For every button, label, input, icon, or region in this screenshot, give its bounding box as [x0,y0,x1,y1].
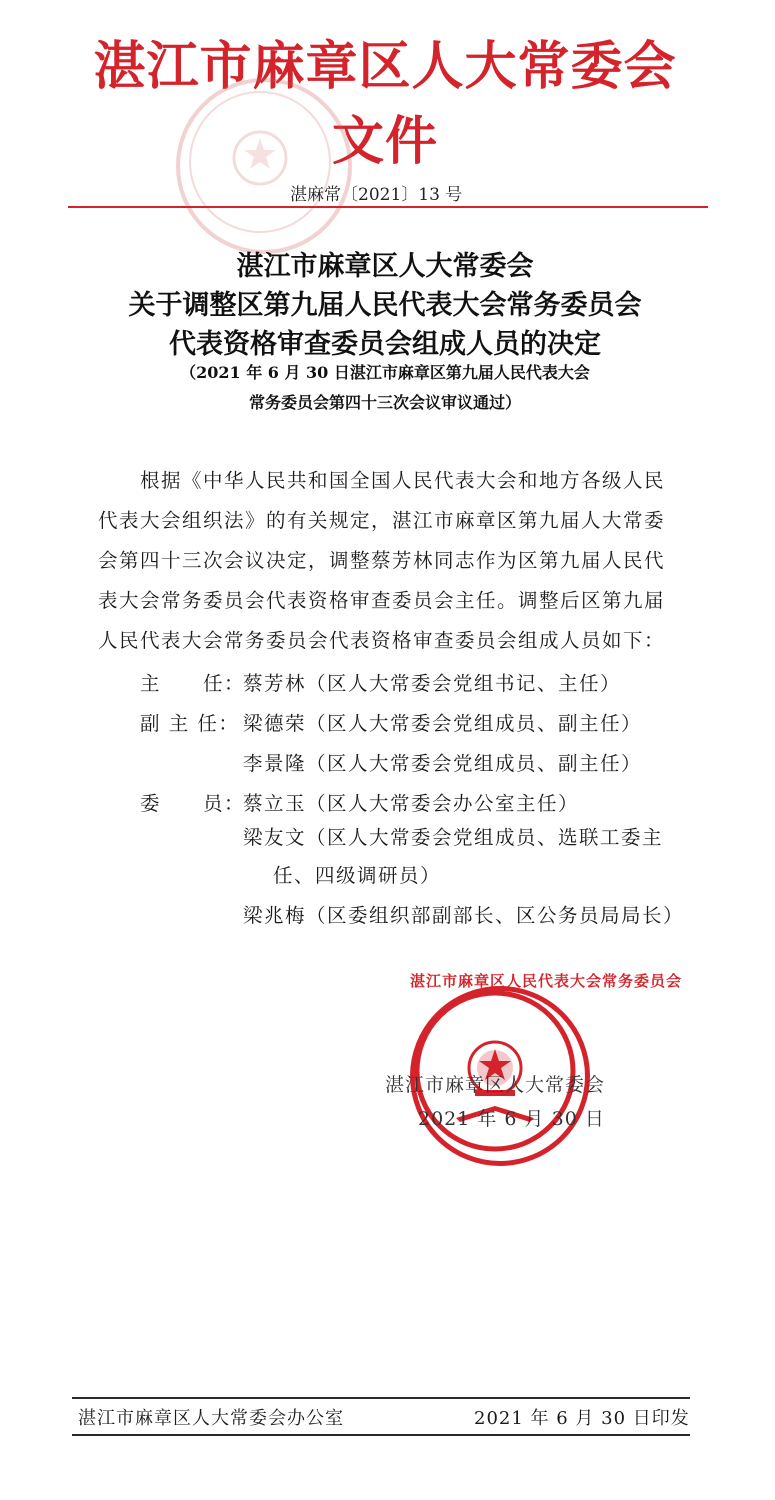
signing-organization: 湛江市麻章区人大常委会 [385,1074,606,1096]
document-header-title: 湛江市麻章区人大常委会文件 [93,36,677,172]
body-paragraph [98,461,678,661]
member-row-2b [0,860,770,890]
body-line: 会第四十三次会议决定，调整蔡芳林同志作为区第九届人民代 [98,549,666,572]
member-1: 蔡立玉（区人大常委会办公室主任） [243,792,580,815]
role-label-director: 主 任： [140,672,246,695]
footer-issuing-office: 湛江市麻章区人大常委会办公室 [78,1408,344,1429]
footer-bottom-rule [72,1434,690,1436]
footer-top-rule [72,1397,690,1399]
role-label-deputy: 副 主 任： [140,712,240,735]
role-label-member: 委 员： [140,792,246,815]
member-3: 梁兆梅（区委组织部副部长、区公务员局局长） [243,904,685,927]
body-line: 人民代表大会常务委员会代表资格审查委员会组成人员如下： [98,629,666,652]
signing-date: 2021 年 6 月 30 日 [418,1108,605,1130]
member-row-deputy-2 [0,748,770,778]
title-line-1: 湛江市麻章区人大常委会 [236,251,534,282]
subtitle-line-2: 常务委员会第四十三次会议审议通过） [248,393,521,412]
document-number: 湛麻常〔2021〕13 号 [290,185,463,205]
member-deputy-2: 李景隆（区人大常委会党组成员、副主任） [243,752,643,775]
body-line: 代表大会组织法》的有关规定，湛江市麻章区第九届人大常委 [98,509,666,532]
member-2-line-1: 梁友文（区人大常委会党组成员、选联工委主 [243,826,664,849]
footer-print-date: 2021 年 6 月 30 日印发 [474,1408,690,1429]
member-row-committee [0,788,770,818]
title-line-2: 关于调整区第九届人民代表大会常务委员会 [128,290,642,321]
member-director: 蔡芳林（区人大常委会党组书记、主任） [243,672,622,695]
member-row-director [0,668,770,698]
seal-text: 湛江市麻章区人民代表大会常务委员会 [410,972,683,990]
body-line: 表大会常务委员会代表资格审查委员会主任。调整后区第九届 [98,589,666,612]
body-line: 根据《中华人民共和国全国人民代表大会和地方各级人民 [98,469,666,492]
member-deputy-1: 梁德荣（区人大常委会党组成员、副主任） [243,712,643,735]
member-2-line-2: 任、四级调研员） [273,864,442,887]
title-line-3: 代表资格审查委员会组成人员的决定 [169,329,601,360]
faint-seal-stamp [176,78,352,254]
member-row-2 [0,822,770,852]
member-row-3 [0,900,770,930]
header-divider [68,206,708,208]
member-row-deputy [0,708,770,738]
subtitle-line-1: （2021 年 6 月 30 日湛江市麻章区第九届人民代表大会 [180,363,590,382]
